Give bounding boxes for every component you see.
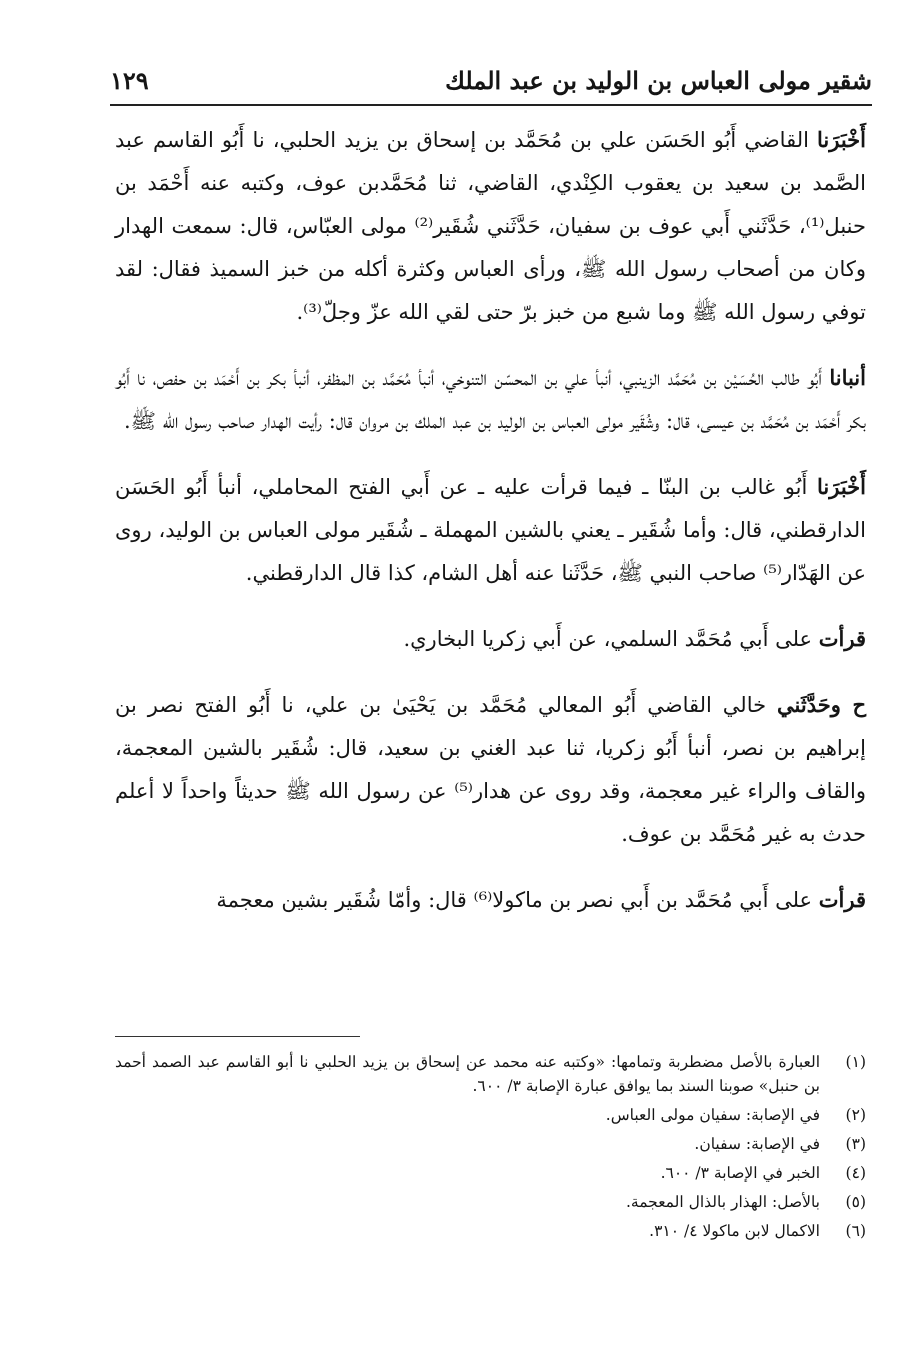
paragraph-text: على أَبي مُحَمَّد السلمي، عن أَبي زكريا البخاري. — [403, 627, 819, 651]
paragraph-lead: قرأت — [818, 626, 866, 651]
paragraph-text: على أَبي مُحَمَّد بن أَبي نصر بن ماكولا⁽⁶⁾ قال: وأمّا شُقَير بشين معجمة — [216, 888, 819, 912]
paragraph-text: القاضي أَبُو الحَسَن علي بن مُحَمَّد بن إسحاق بن يزيد الحلبي، نا أَبُو القاسم عبد الصَّمد بن سعيد بن يعقوب الكِنْدي، القاضي، ثنا مُحَمَّدبن عوف، وكتبه عنه أَحْمَد بن حنبل⁽¹⁾، حَدَّثَني أَبي عوف بن سفيان، حَدَّثَني شُقَير⁽²⁾ مولى العبّاس، قال: سمعت الهدار وكان من أصحاب رسول الله ﷺ، ورأى العباس وكثرة أكله من خبز السميذ فقال: لقد توفي رسول الله ﷺ وما شبع من خبز برّ حتى لقي الله عزّ وجلّ⁽³⁾. — [115, 128, 866, 324]
paragraph-lead: أَخْبَرَنا — [817, 127, 866, 152]
footnote — [115, 1103, 866, 1127]
footnote-separator — [115, 1036, 360, 1037]
paragraph-lead: ح وحَدَّثَني — [777, 692, 866, 717]
paragraph-text: أَبُو طالب الحُسَيْن بن مُحَمَّد الزينبي، أنبأ علي بن المحسّن التنوخي، أنبأ مُحَمَّد بن المظفر، أنبأ بكر بن أَحْمَد بن حفص، نا أَبُو بكر أَحْمَد بن مُحَمَّد بن عيسى، قال: وشُقَير مولى العباس بن الوليد بن عبد الملك بن مروان قال: رأيت الهدار صاحب رسول الله ﷺ. — [115, 366, 866, 433]
header-rule — [110, 104, 872, 106]
footnote-number: (٦) — [845, 1222, 866, 1240]
footnote — [115, 1050, 866, 1098]
paragraph — [115, 118, 866, 334]
paragraph-lead: أنبانا — [829, 365, 866, 390]
footnote-text: العبارة بالأصل مضطربة وتمامها: «وكتبه عنه محمد عن إسحاق بن يزيد الحلبي نا أبو القاسم عبد الصمد أحمد بن حنبل» صوبنا السند بما يوافق عبارة الإصابة ٣/ ٦٠٠. — [115, 1053, 820, 1095]
footnote-number: (٣) — [845, 1135, 866, 1153]
paragraph — [115, 683, 866, 856]
footnote-text: في الإصابة: سفيان مولى العباس. — [605, 1106, 820, 1124]
paragraph-text: خالي القاضي أَبُو المعالي مُحَمَّد بن يَحْيَىٰ بن علي، نا أَبُو الفتح نصر بن إبراهيم بن نصر، أنبأ أَبُو زكريا، ثنا عبد الغني بن سعيد، قال: شُقَير بالشين المعجمة، والقاف والراء غير معجمة، وقد روى عن هدار⁽⁵⁾ عن رسول الله ﷺ حديثاً واحداً لا أعلم حدث به غير مُحَمَّد بن عوف. — [115, 693, 866, 846]
footnote-number: (٤) — [845, 1164, 866, 1182]
footnote-text: بالأصل: الهذار بالذال المعجمة. — [625, 1193, 820, 1211]
footnote — [115, 1219, 866, 1243]
paragraph — [115, 878, 866, 922]
footnote-text: في الإصابة: سفيان. — [694, 1135, 820, 1153]
footnote-text: الاكمال لابن ماكولا ٤/ ٣١٠. — [649, 1222, 820, 1240]
main-text — [115, 118, 866, 944]
paragraph-lead: أَخْبَرَنا — [817, 474, 866, 499]
paragraph-text: أَبُو غالب بن البنّا ـ فيما قرأت عليه ـ عن أَبي الفتح المحاملي، أنبأ أَبُو الحَسَن الدارقطني، قال: وأما شُقَير ـ يعني بالشين المهملة ـ شُقَير مولى العباس بن الوليد، روى عن الهَدّار⁽⁵⁾ صاحب النبي ﷺ، حَدَّثَنا عنه أهل الشام، كذا قال الدارقطني. — [115, 475, 866, 585]
paragraph — [115, 465, 866, 595]
page-number: ١٢٩ — [110, 66, 149, 95]
footnote-number: (٢) — [845, 1106, 866, 1124]
paragraph — [115, 617, 866, 661]
footnote-text: الخبر في الإصابة ٣/ ٦٠٠. — [660, 1164, 820, 1182]
footnote-number: (١) — [845, 1053, 866, 1071]
footnote — [115, 1161, 866, 1185]
footnote — [115, 1190, 866, 1214]
page-header — [110, 62, 872, 102]
footnote-number: (٥) — [845, 1193, 866, 1211]
footnote — [115, 1132, 866, 1156]
running-title: شقير مولى العباس بن الوليد بن عبد الملك — [445, 66, 872, 95]
paragraph-lead: قرأت — [818, 887, 866, 912]
paragraph — [115, 356, 866, 443]
footnotes — [115, 1050, 866, 1248]
